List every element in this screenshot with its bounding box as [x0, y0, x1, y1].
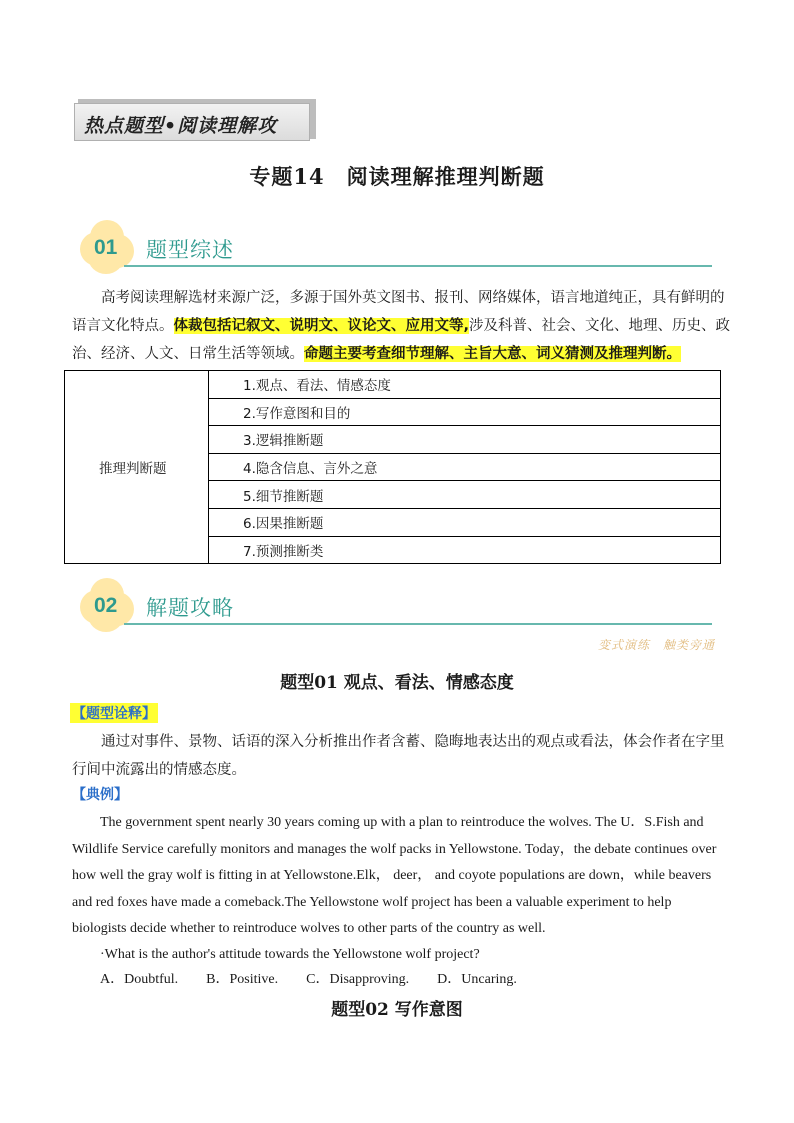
passage-line: Wildlife Service carefully monitors and manages the wolf packs in Yellowstone. Today，the debate continues over	[72, 841, 717, 857]
topic-banner	[74, 99, 316, 141]
explain-label: 【题型诠释】	[70, 703, 158, 723]
answer-options: A．Doubtful. B．Positive. C．Disapproving. D．Uncaring.	[100, 971, 517, 987]
example-passage	[72, 810, 732, 993]
intro-paragraph	[72, 284, 732, 368]
table-item: 7.预测推断类	[209, 536, 721, 564]
passage-line: The government spent nearly 30 years coming up with a plan to reintroduce the wolves. The U．S.Fish and	[100, 815, 704, 830]
table-item: 6.因果推断题	[209, 508, 721, 536]
banner-text: 热点题型•阅读理解攻	[84, 115, 278, 137]
passage-line: and red foxes have made a comeback.The Yellowstone wolf project has been a valuable experiment to help	[72, 894, 672, 910]
passage-line: biologists decide whether to reintroduce wolves to other parts of the country as well.	[72, 921, 546, 936]
section-label: 解题攻略	[146, 596, 234, 620]
type01-heading: 题型01 观点、看法、情感态度	[280, 673, 514, 693]
intro-highlight-1: 体裁包括记叙文、说明文、议论文、应用文等,	[173, 318, 470, 334]
table-item: 3.逻辑推断题	[209, 426, 721, 454]
section-header-overview	[80, 220, 720, 280]
section-header-strategy	[80, 578, 720, 638]
table-item: 1.观点、看法、情感态度	[209, 371, 721, 399]
intro-text-2: 涉及科普、社会、文化、地理、历史、政治、经济、人文、日常生活等领域。	[72, 318, 731, 362]
section-tagline: 变式演练 触类旁通	[597, 638, 715, 652]
table-item: 4.隐含信息、言外之意	[209, 453, 721, 481]
question-line: ·What is the author's attitude towards the Yellowstone wolf project?	[100, 946, 480, 962]
intro-text-1: 高考阅读理解选材来源广泛，多源于国外英文图书、报刊、网络媒体，语言地道纯正，具有鲜明的语言文化特点。	[72, 290, 725, 334]
section-number: 02	[94, 594, 118, 617]
question-type-table	[64, 370, 721, 564]
table-item: 2.写作意图和目的	[209, 398, 721, 426]
type02-heading: 题型02 写作意图	[331, 1000, 463, 1020]
passage-line: how well the gray wolf is fitting in at Yellowstone.Elk， deer， and coyote populations are down，while beavers	[72, 868, 712, 883]
explain-paragraph: 通过对事件、景物、话语的深入分析推出作者含蓄、隐晦地表达出的观点或看法，体会作者在字里行间中流露出的情感态度。	[72, 734, 725, 778]
table-item: 5.细节推断题	[209, 481, 721, 509]
section-number: 01	[94, 236, 118, 259]
section-label: 题型综述	[146, 238, 234, 262]
section-underline	[124, 265, 712, 267]
table-category: 推理判断题	[65, 371, 209, 564]
intro-highlight-2: 命题主要考查细节理解、主旨大意、词义猜测及推理判断。	[304, 346, 681, 362]
section-underline	[124, 623, 712, 625]
example-label: 【典例】	[72, 787, 128, 803]
page-title: 专题14 阅读理解推理判断题	[249, 164, 545, 189]
